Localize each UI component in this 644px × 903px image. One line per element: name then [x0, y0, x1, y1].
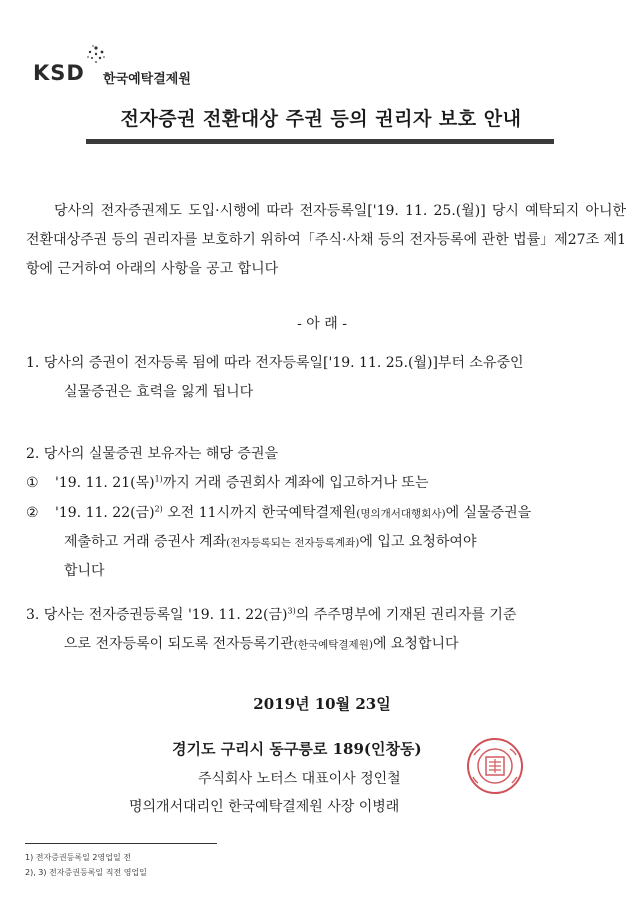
title-underline — [86, 139, 554, 144]
item2-line1: 2. 당사의 실물증권 보유자는 해당 증권을 — [26, 446, 278, 462]
company-representative: 주식회사 노터스 대표이사 정인철 — [198, 771, 401, 787]
transfer-agent: 명의개서대리인 한국예탁결제원 사장 이병래 — [129, 799, 400, 815]
item1-line1: 1. 당사의 증권이 전자등록 됨에 따라 전자등록일['19. 11. 25.(월)]부터 소유중인 — [26, 355, 524, 371]
item3-line1b: 의 주주명부에 기재된 권리자를 기준 — [295, 607, 517, 623]
item2-sub2-line3: 합니다 — [64, 563, 105, 579]
sub1-marker: ① — [26, 475, 39, 491]
sub2-end: 에 실물증권을 — [445, 505, 532, 521]
sub2-marker: ② — [26, 505, 39, 521]
sub2-mid: 오전 11시까지 한국예탁결제원 — [162, 505, 357, 521]
sub2-line2b: 에 입고 요청하여야 — [359, 534, 477, 550]
item2-sub2-line2 — [64, 531, 476, 551]
sub2-small2: (전자등록되는 전자등록계좌) — [226, 537, 360, 549]
item2-sub2 — [26, 502, 531, 522]
item3-line1 — [26, 604, 516, 624]
sub2-small1: (명의개서대행회사) — [356, 508, 446, 520]
logo-abbr: KSD — [33, 61, 85, 85]
item3-footnote-ref: 3) — [287, 606, 296, 616]
item1-line2: 실물증권은 효력을 잃게 됩니다 — [64, 384, 254, 400]
item3-line2a: 으로 전자등록이 되도록 전자등록기관 — [64, 636, 294, 652]
footnote-2: 2), 3) 전자증권등록일 직전 영업일 — [25, 868, 147, 877]
company-address: 경기도 구리시 동구릉로 189(인창동) — [172, 740, 422, 758]
notice-date: 2019년 10월 23일 — [253, 695, 391, 713]
sub1-footnote-ref: 1) — [154, 474, 163, 484]
sub1-rest: 까지 거래 증권회사 계좌에 입고하거나 또는 — [162, 475, 429, 491]
sub2-line2a: 제출하고 거래 증권사 계좌 — [64, 534, 227, 550]
sub1-date: '19. 11. 21(목) — [55, 475, 155, 491]
logo-star-icon — [86, 44, 106, 70]
item3-line2 — [64, 633, 459, 653]
item3-line1a: 3. 당사는 전자증권등록일 '19. 11. 22(금) — [26, 607, 288, 623]
sub2-footnote-ref: 2) — [154, 504, 163, 514]
page-title: 전자증권 전환대상 주권 등의 권리자 보호 안내 — [120, 108, 522, 130]
item2-sub1 — [26, 472, 428, 492]
logo-name: 한국예탁결제원 — [103, 72, 191, 87]
company-seal-icon — [465, 735, 525, 797]
below-heading: - 아 래 - — [297, 316, 347, 332]
footnote-divider — [25, 843, 217, 844]
item3-small: (한국예탁결제원) — [293, 639, 373, 651]
footnote-1: 1) 전자증권등록일 2영업일 전 — [25, 853, 131, 862]
sub2-date: '19. 11. 22(금) — [55, 505, 155, 521]
item3-line2b: 에 요청합니다 — [372, 636, 459, 652]
intro-paragraph: 당사의 전자증권제도 도입·시행에 따라 전자등록일['19. 11. 25.(월)] 당시 예탁되지 아니한 전환대상주권 등의 권리자를 보호하기 위하여「주식·사채 등의 전자등록에 관한 법률」제27조 제1항에 근거하여 아래의 사항을 공고 합니다 — [26, 203, 626, 277]
